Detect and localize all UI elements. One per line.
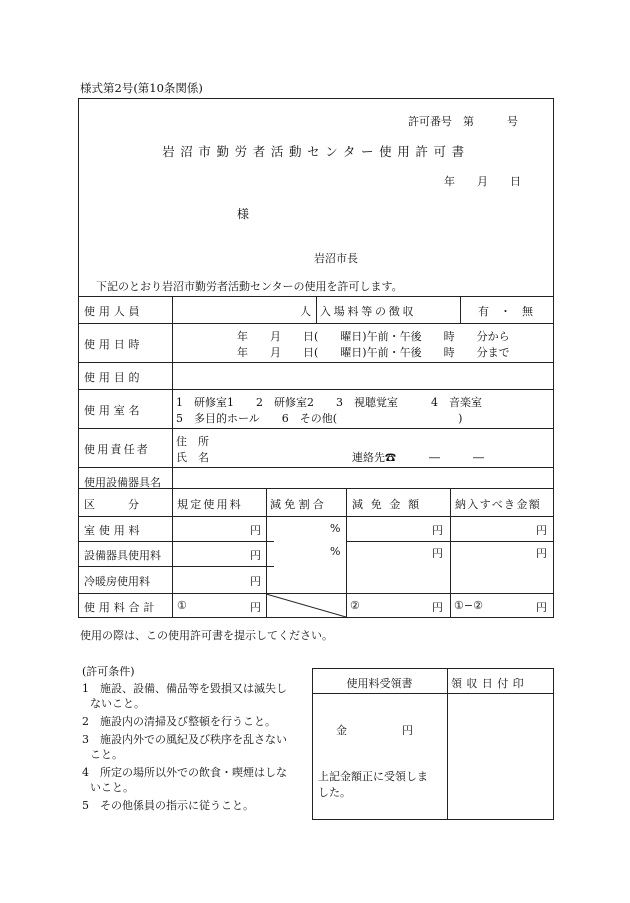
fee-header-rate: 減免割合 — [270, 498, 328, 511]
equipment-label: 使用設備器具名 — [84, 476, 161, 489]
manager-address: 住 所 — [176, 435, 209, 448]
condition-line: ないこと。 — [90, 697, 145, 710]
issuer: 岩沼市長 — [314, 252, 358, 265]
fee-total-reduction-prefix: ② — [350, 599, 360, 612]
total-rate-strike — [266, 593, 346, 618]
condition-line: 5 その他係員の指示に従うこと。 — [82, 799, 254, 812]
fee-total-label: 使用料合計 — [84, 601, 159, 614]
permit-statement: 下記のとおり岩沼市勤労者活動センターの使用を許可します。 — [96, 280, 403, 293]
fee-total-prefix: ① — [177, 599, 187, 612]
permit-number: 許可番号 第 号 — [408, 115, 518, 128]
fee-hvac-yen: 円 — [250, 575, 261, 588]
admission-label: 入場料等の徴収 — [320, 305, 417, 318]
fee-total-due-yen: 円 — [536, 601, 547, 614]
condition-line: いこと。 — [90, 781, 134, 794]
fee-total-yen: 円 — [250, 601, 261, 614]
purpose-label: 使用目的 — [84, 371, 144, 384]
fee-header-due: 納入すべき金額 — [455, 498, 542, 511]
fee-equipment-reduction: 円 — [432, 547, 443, 560]
conditions-heading: (許可条件) — [82, 665, 135, 678]
fee-header-standard: 規定使用料 — [177, 498, 243, 511]
fee-room-rate: % — [330, 522, 341, 535]
addressee-suffix: 様 — [237, 207, 250, 221]
condition-line: 1 施設、設備、備品等を毀損又は滅失し — [82, 682, 287, 695]
form-label: 様式第2号(第10条関係) — [80, 81, 203, 95]
fee-room-due: 円 — [536, 524, 547, 537]
datetime-start: 年 月 日( 曜日)午前・午後 時 分から — [237, 330, 510, 343]
fee-equipment-due: 円 — [536, 547, 547, 560]
page-title: 岩沼市勤労者活動センター使用許可書 — [162, 144, 470, 159]
fee-room-reduction: 円 — [432, 524, 443, 537]
room-label: 使用室名 — [84, 404, 144, 417]
fee-total-reduction-yen: 円 — [432, 601, 443, 614]
condition-line: 4 所定の場所以外での飲食・喫煙はしな — [82, 766, 287, 779]
receipt-text-line2: した。 — [318, 786, 351, 799]
manager-name: 氏 名 — [176, 451, 209, 464]
receipt-text-line1: 上記金額正に受領しま — [318, 770, 428, 783]
fee-equipment-rate: % — [330, 545, 341, 558]
manager-label: 使用責任者 — [84, 443, 150, 456]
condition-line: 2 施設内の清掃及び整頓を行うこと。 — [82, 715, 276, 728]
users-label: 使用人員 — [84, 305, 144, 318]
fee-header-reduction: 減免金額 — [352, 498, 427, 511]
datetime-label: 使用日時 — [84, 338, 144, 351]
fee-header-category: 区 分 — [84, 498, 139, 511]
datetime-end: 年 月 日( 曜日)午前・午後 時 分まで — [237, 346, 510, 359]
users-unit: 人 — [300, 305, 311, 318]
admission-value: 有 ・ 無 — [478, 305, 533, 318]
manager-contact: 連絡先☎ ― ― — [352, 451, 484, 464]
receipt-amount: 金 円 — [336, 724, 413, 737]
issue-date: 年 月 日 — [444, 175, 521, 188]
receipt-heading: 使用料受領書 — [346, 677, 413, 690]
usage-notice: 使用の際は、この使用許可書を提示してください。 — [80, 629, 333, 642]
fee-equipment-label: 設備器具使用料 — [84, 549, 161, 562]
fee-room-label: 室使用料 — [84, 524, 144, 537]
fee-total-due-prefix: ①−② — [454, 599, 483, 612]
condition-line: 3 施設内外での風紀及び秩序を乱さない — [82, 733, 287, 746]
fee-equipment-yen: 円 — [250, 549, 261, 562]
fee-hvac-label: 冷暖房使用料 — [84, 575, 150, 588]
room-options-line2: 5 多目的ホール 6 その他( ) — [176, 412, 463, 425]
room-options-line1: 1 研修室1 2 研修室2 3 視聴覚室 4 音楽室 — [176, 396, 482, 409]
stamp-heading: 領収日付印 — [451, 677, 528, 690]
condition-line: こと。 — [90, 748, 123, 761]
fee-room-yen: 円 — [250, 524, 261, 537]
